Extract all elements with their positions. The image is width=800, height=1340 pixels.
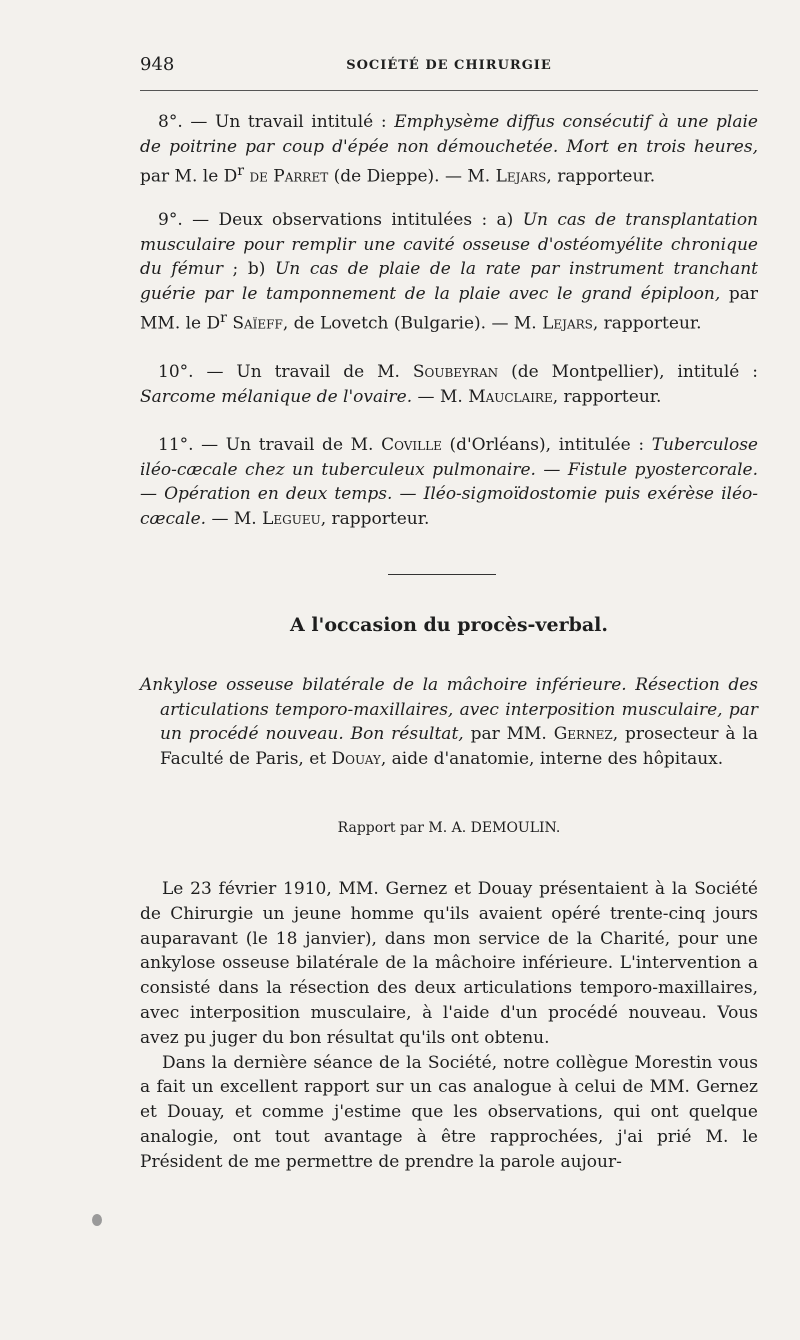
entry-author: Soubeyran bbox=[412, 362, 499, 382]
body-paragraph: Le 23 février 1910, MM. Gernez et Douay présentaient à la Société de Chirurgie un jeune homme qu'ils avaient opéré trente-cinq jours auparavant (le 18 janvier), dans mon service de la Charité, pour une ankylose osseuse bilatérale de la mâchoire inférieure. L'intervention a consisté dans la résection des deux articulations temporo-maxillaires, avec interposition musculaire, à l'aide d'un procédé nouveau. Vous avez pu juger du bon résultat qu'ils ont obtenu. bbox=[140, 879, 758, 1048]
entry-title: Emphysème diffus consécutif à une plaie de poitrine par coup d'épée non démouchetée. Mort en trois heures, bbox=[140, 112, 758, 157]
entry-end: , rapporteur. bbox=[546, 166, 656, 187]
entry-number: 8°. — Un travail intitulé : bbox=[158, 112, 395, 132]
case-title-text: Ankylose osseuse bilatérale de la mâchoire inférieure. Résection des articulations temporo-maxillaires, avec interposition musculaire, par un procédé nouveau. Bon résultat, bbox=[140, 675, 758, 744]
entry-rapporteur: Legueu bbox=[262, 508, 321, 529]
case-author-2: Douay bbox=[331, 748, 381, 769]
entry-9 bbox=[140, 208, 758, 336]
entry-rest: (de Montpellier), intitulé : bbox=[498, 362, 758, 382]
entry-end: , rapporteur. bbox=[320, 508, 430, 529]
entry-rapporteur: Mauclaire bbox=[468, 386, 553, 407]
entry-mid: ; b) bbox=[222, 259, 275, 279]
rapport-line: Rapport par M. A. DEMOULIN. bbox=[337, 820, 561, 836]
case-role-2: , aide d'anatomie, interne des hôpitaux. bbox=[380, 748, 724, 769]
entry-mid: — M. bbox=[206, 508, 263, 529]
entry-author: Coville bbox=[381, 435, 442, 455]
case-by: par MM. bbox=[463, 724, 554, 744]
entry-rest: (d'Orléans), intitulée : bbox=[441, 435, 652, 455]
entry-mid: — M. bbox=[412, 386, 469, 407]
entry-8 bbox=[140, 110, 758, 189]
entry-11 bbox=[140, 433, 758, 531]
entry-rapporteur: Lejars bbox=[542, 313, 593, 334]
entry-end: , rapporteur. bbox=[592, 313, 702, 334]
body-paragraph: Dans la dernière séance de la Société, notre collègue Morestin vous a fait un excellent rapport sur un cas analogue à celui de MM. Gernez et Douay, et comme j'estime que les observations, qui ont quelque analogie, ont tout avantage à être rapprochées, j'ai prié M. le Président de me permettre de prendre la parole aujour- bbox=[140, 1052, 758, 1172]
entry-number: 11°. — Un travail de M. bbox=[158, 435, 382, 455]
entry-number: 9°. — Deux observations intitulées : a) bbox=[158, 210, 523, 230]
entry-title-2: Un cas de plaie de la rate par instrument tranchant guérie par le tamponnement de la plaie avec le grand épiploon, bbox=[140, 259, 758, 304]
page-header bbox=[140, 50, 758, 76]
case-role-1: , prosecteur à la Faculté de Paris, et bbox=[160, 724, 758, 769]
entry-rapporteur: Lejars bbox=[495, 166, 547, 187]
entry-end: , rapporteur. bbox=[552, 386, 662, 407]
entry-author: de Parret bbox=[244, 166, 329, 187]
entry-by: par MM. le D bbox=[140, 283, 758, 334]
section-title: A l'occasion du procès-verbal. bbox=[289, 614, 609, 636]
entry-sup: r bbox=[237, 163, 245, 179]
running-title: SOCIÉTÉ DE CHIRURGIE bbox=[346, 58, 552, 73]
body-text bbox=[140, 877, 758, 1175]
entry-title: Tuberculose iléo-cæcale chez un tuberculeux pulmonaire. — Fistule pyostercorale. — Opération en deux temps. — Iléo-sigmoïdostomie puis exérèse iléo-cæcale. bbox=[140, 435, 758, 529]
entry-by: par M. le D bbox=[140, 166, 238, 187]
entry-title: Sarcome mélanique de l'ovaire. bbox=[140, 386, 413, 407]
header-rule bbox=[140, 90, 758, 91]
entry-sup: r bbox=[220, 310, 227, 326]
page-number: 948 bbox=[140, 54, 175, 75]
ink-speck bbox=[92, 1214, 102, 1226]
section-separator bbox=[388, 574, 496, 575]
case-author-1: Gernez bbox=[553, 724, 613, 744]
entry-author: Saïeff bbox=[226, 313, 283, 334]
entry-rest: (de Dieppe). — M. bbox=[328, 166, 496, 187]
entry-number: 10°. — Un travail de M. bbox=[158, 362, 413, 382]
entry-title: Un cas de transplantation musculaire pour remplir une cavité osseuse d'ostéomyélite chronique du fémur bbox=[140, 210, 758, 279]
entry-10 bbox=[140, 360, 758, 409]
case-title bbox=[140, 673, 758, 771]
entry-rest: , de Lovetch (Bulgarie). — M. bbox=[282, 313, 543, 334]
